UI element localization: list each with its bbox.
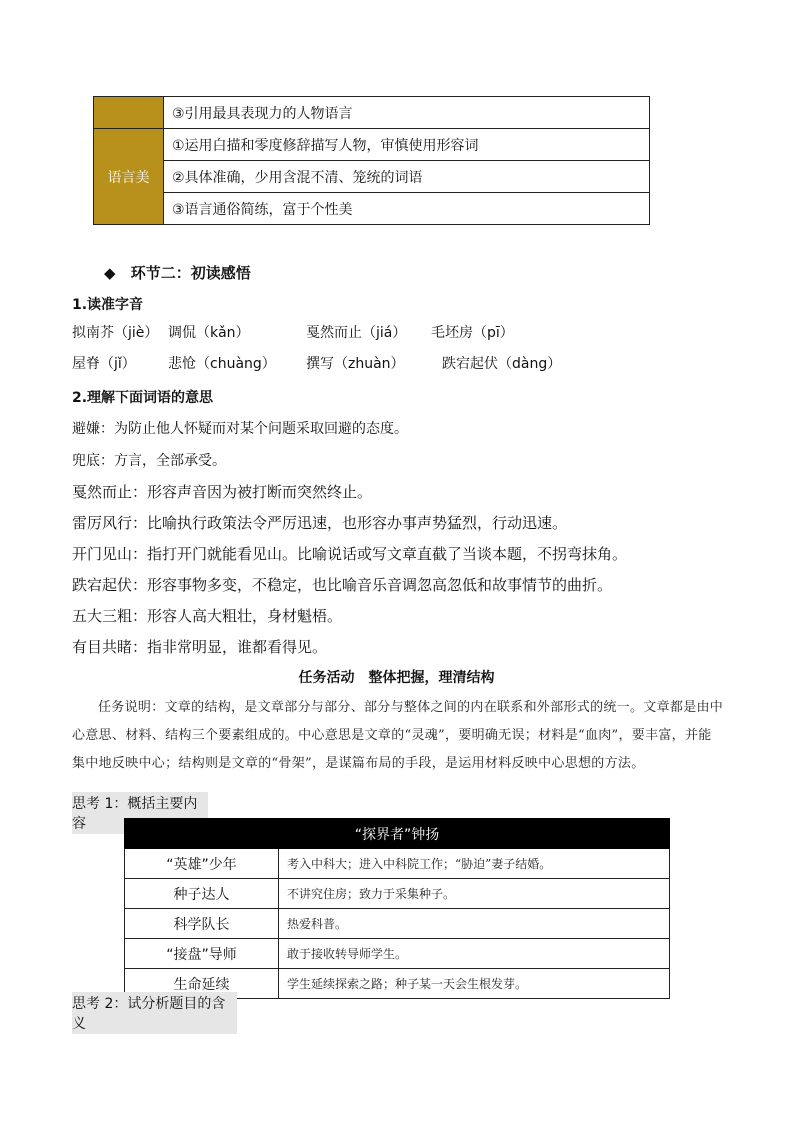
table-row bbox=[94, 129, 650, 161]
pinyin-item: 戛然而止（jiá） bbox=[306, 325, 407, 341]
table-cell-right: 考入中科大；进入中科院工作；“胁迫”妻子结婚。 bbox=[279, 849, 670, 879]
task-title: 任务活动 整体把握，理清结构 bbox=[298, 670, 495, 686]
definition-line: 戛然而止：形容声音因为被打断而突然终止。 bbox=[72, 483, 373, 501]
definition-line: 避嫌：为防止他人怀疑而对某个问题采取回避的态度。 bbox=[72, 421, 408, 437]
zhongyang-summary-table bbox=[124, 818, 670, 999]
table-cell-left: “英雄”少年 bbox=[125, 849, 279, 879]
definition-line: 五大三粗：形容人高大粗壮，身材魁梧。 bbox=[72, 607, 343, 625]
table-side-cell bbox=[94, 97, 164, 129]
section-heading bbox=[104, 262, 251, 283]
table-cell-right: 不讲究住房；致力于采集种子。 bbox=[279, 879, 670, 909]
table-cell: ③语言通俗简练，富于个性美 bbox=[164, 193, 650, 225]
table-cell-right: 敢于接收转导师学生。 bbox=[279, 939, 670, 969]
pinyin-word: 毛坯房 bbox=[431, 325, 473, 341]
pinyin-word: 跌宕起伏 bbox=[442, 356, 498, 372]
definition-line: 有目共睹：指非常明显，谁都看得见。 bbox=[72, 638, 328, 656]
pinyin-word: 撰写 bbox=[306, 356, 334, 372]
task-description: 任务说明：文章的结构，是文章部分与部分、部分与整体之间的内在联系和外部形式的统一。文章都是由中心意思、材料、结构三个要素组成的。中心意思是文章的“灵魂”，要明确无误；材料是“血肉”，要丰富，并能集中地反映中心；结构则是文章的“骨架”，是谋篇布局的手段，是运用材料反映中心思想的方法。 bbox=[72, 700, 724, 771]
table-cell-left: 科学队长 bbox=[125, 909, 279, 939]
table-row bbox=[94, 97, 650, 129]
diamond-bullet-icon: ◆ bbox=[104, 264, 116, 282]
table-cell: ①运用白描和零度修辞描写人物，审慎使用形容词 bbox=[164, 129, 650, 161]
definition-line: 雷厉风行：比喻执行政策法令严厉迅速，也形容办事声势猛烈，行动迅速。 bbox=[72, 514, 568, 532]
pinyin-word: 戛然而止 bbox=[306, 325, 362, 341]
table-cell-right: 学生延续探索之路；种子某一天会生根发芽。 bbox=[279, 969, 670, 999]
pinyin-word: 屋脊 bbox=[72, 356, 100, 372]
table-header-row bbox=[125, 819, 670, 849]
section-title: 环节二：初读感悟 bbox=[130, 264, 251, 282]
pinyin-item: 撰写（zhuàn） bbox=[306, 356, 405, 372]
table-row bbox=[94, 161, 650, 193]
definition-line: 兜底：方言，全部承受。 bbox=[72, 453, 226, 469]
pinyin-word: 调侃 bbox=[168, 325, 196, 341]
pinyin-item: 拟南芥（jiè） bbox=[72, 325, 159, 341]
pinyin-word: 悲怆 bbox=[168, 356, 196, 372]
table-row bbox=[125, 909, 670, 939]
pinyin-item: 毛坯房（pī） bbox=[431, 325, 514, 341]
table-row bbox=[125, 939, 670, 969]
language-beauty-table bbox=[93, 96, 650, 225]
part-title: 1.读准字音 bbox=[72, 297, 144, 313]
pinyin-item: 跌宕起伏（dàng） bbox=[442, 356, 562, 372]
table-row bbox=[94, 193, 650, 225]
definition-line: 开门见山：指打开门就能看见山。比喻说话或写文章直截了当谈本题，不拐弯抹角。 bbox=[72, 545, 628, 563]
think-label: 思考 2：试分析题目的含义 bbox=[72, 992, 237, 1034]
pinyin-item: 调侃（kǎn） bbox=[168, 325, 250, 341]
table-row bbox=[125, 849, 670, 879]
table-title: “探界者”钟扬 bbox=[125, 819, 670, 849]
table-cell-right: 热爱科普。 bbox=[279, 909, 670, 939]
pinyin-item: 屋脊（jǐ） bbox=[72, 356, 136, 372]
think-label: 思考 1：概括主要内容 bbox=[72, 792, 208, 834]
table-cell-left: “接盘”导师 bbox=[125, 939, 279, 969]
definition-line: 跌宕起伏：形容事物多变，不稳定，也比喻音乐音调忽高忽低和故事情节的曲折。 bbox=[72, 576, 613, 594]
table-row bbox=[125, 879, 670, 909]
table-cell-left: 生命延续 bbox=[125, 969, 279, 999]
pinyin-word: 拟南芥 bbox=[72, 325, 114, 341]
table-cell: ③引用最具表现力的人物语言 bbox=[164, 97, 650, 129]
table-cell: ②具体准确，少用含混不清、笼统的词语 bbox=[164, 161, 650, 193]
table-cell-left: 种子达人 bbox=[125, 879, 279, 909]
table-side-cell-language-beauty: 语言美 bbox=[94, 129, 164, 225]
part-title: 2.理解下面词语的意思 bbox=[72, 390, 214, 406]
pinyin-item: 悲怆（chuàng） bbox=[168, 356, 276, 372]
